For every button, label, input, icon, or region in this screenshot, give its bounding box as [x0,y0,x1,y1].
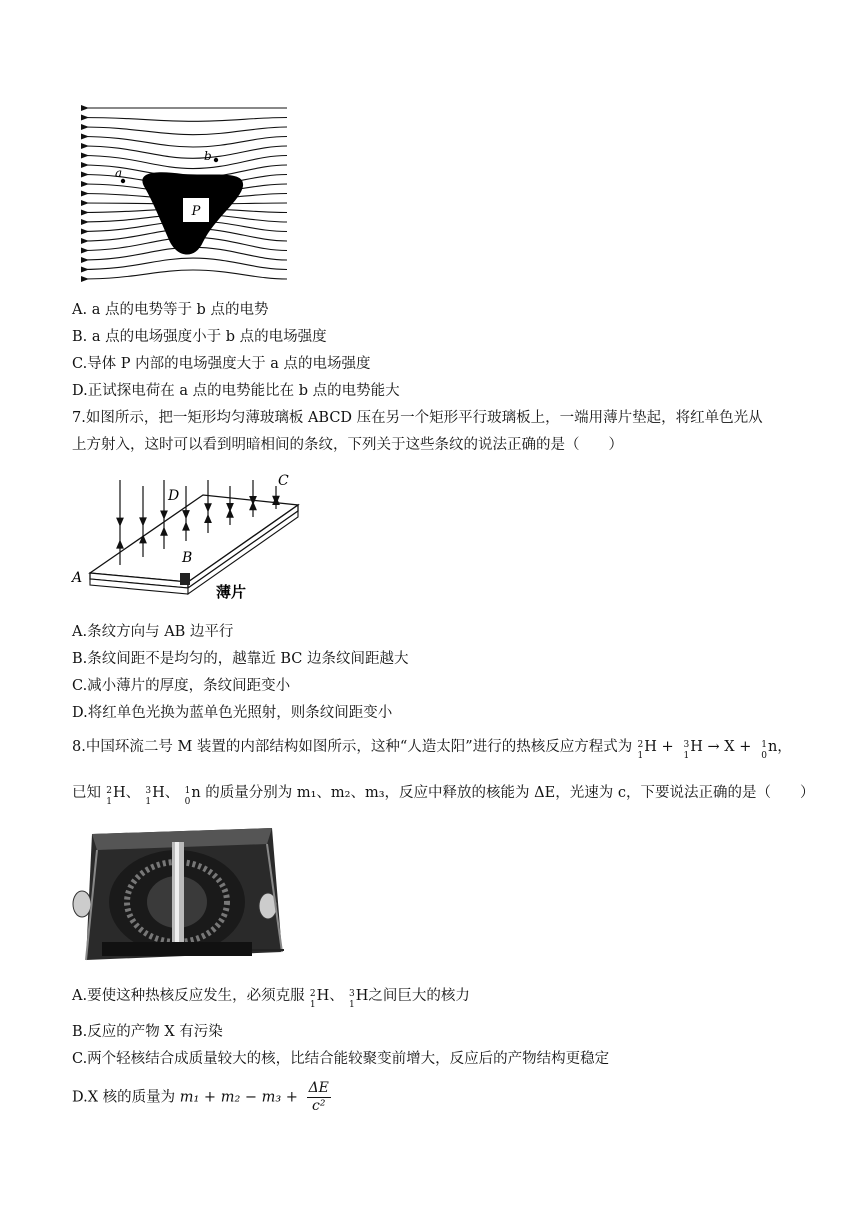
q7-option-c: C.减小薄片的厚度，条纹间距变小 [72,678,291,694]
q8-option-d-numerator: ΔE [308,1080,329,1096]
ray-arrow-down [161,511,167,518]
field-line-arrow [81,172,89,178]
glass-plates-figure [68,470,308,610]
q8-option-a-prefix: A.要使这种热核反应发生，必须克服 [72,988,305,1004]
q8-option-d-denominator: c² [312,1098,326,1114]
field-line-arrow [81,238,89,244]
field-line-arrow [81,210,89,216]
q6-option-a: A. a 点的电势等于 b 点的电势 [72,302,269,318]
field-line-arrow [81,181,89,187]
label-B: B [182,550,193,566]
field-line [81,118,287,122]
q7-option-b: B.条纹间距不是均匀的，越靠近 BC 边条纹间距越大 [72,651,409,667]
q8-stem-line1: 8.中国环流二号 M 装置的内部结构如图所示，这种“人造太阳”进行的热核反应方程式为 2 1 H + 3 1 H → X + 1 0 n， [72,739,792,761]
field-line-arrow [81,134,89,140]
field-line [81,137,287,148]
field-line-arrow [81,248,89,254]
label-b: b [204,149,212,163]
field-line-arrow [81,153,89,159]
tokamak-photo [72,822,287,972]
ray-arrow-down [140,518,146,525]
field-line-arrow [81,105,89,111]
q8-stem-line1-text: 8.中国环流二号 M 装置的内部结构如图所示，这种“人造太阳”进行的热核反应方程式为 [72,739,633,755]
field-line-arrow [81,257,89,263]
field-line-arrow [81,229,89,235]
field-line-arrow [81,124,89,130]
field-line-arrow [81,276,89,282]
ray-arrow-up [117,541,123,548]
point-b [214,158,218,162]
q6-option-d: D.正试探电荷在 a 点的电势能比在 b 点的电势能大 [72,383,400,399]
field-line-arrow [81,219,89,225]
field-line [81,127,287,135]
label-shim: 薄片 [216,583,247,601]
q8-stem-line2-prefix: 已知 [72,785,101,801]
q7-option-d: D.将红单色光换为蓝单色光照射，则条纹间距变小 [72,705,393,721]
q8-option-d-formula: m₁ + m₂ − m₃ + [179,1089,298,1106]
label-D: D [168,488,180,504]
field-line-arrow [81,162,89,168]
q7-option-a: A.条纹方向与 AB 边平行 [72,624,234,640]
label-A: A [72,570,83,586]
q6-option-b: B. a 点的电场强度小于 b 点的电场强度 [72,329,327,345]
q8-option-a: A.要使这种热核反应发生，必须克服 2 1 H、 3 1 H之间巨大的核力 [72,988,470,1010]
field-line-arrow [81,115,89,121]
q8-option-d [72,1080,331,1120]
q8-option-a-suffix: 之间巨大的核力 [368,988,470,1004]
field-line-arrow [81,200,89,206]
q7-stem-line1: 7.如图所示，把一矩形均匀薄玻璃板 ABCD 压在另一个矩形平行玻璃板上，一端用薄片垫起，将红单色光从 [72,410,763,426]
q8-option-b: B.反应的产物 X 有污染 [72,1024,223,1040]
q8-option-d-prefix: D.X 核的质量为 [72,1089,176,1106]
field-line [81,258,287,269]
label-p: P [191,204,201,219]
field-line-arrow [81,143,89,149]
q8-option-c: C.两个轻核结合成质量较大的核，比结合能较聚变前增大，反应后的产物结构更稳定 [72,1051,610,1067]
q6-option-c: C.导体 P 内部的电场强度大于 a 点的电场强度 [72,356,371,372]
q7-stem-line2: 上方射入，这时可以看到明暗相间的条纹，下列关于这些条纹的说法正确的是（ ） [72,437,623,453]
ray-arrow-down [117,518,123,525]
field-lines-figure [75,100,295,290]
q8-option-d-fraction [307,1080,331,1115]
field-line [81,270,287,279]
field-line [81,146,287,158]
field-line-arrow [81,191,89,197]
field-line-arrow [81,267,89,273]
label-C: C [278,473,289,489]
label-a: a [115,166,123,180]
q8-stem-line2-text: 的质量分别为 m₁、m₂、m₃，反应中释放的核能为 ΔE，光速为 c，下要说法正确的是（ ） [205,785,815,801]
q8-stem-line2: 已知 2 1 H、 3 1 H、 1 0 n 的质量分别为 m₁、m₂、m₃，反应中释放的核能为 ΔE，光速为 c，下要说法正确的是（ ） [72,785,815,807]
